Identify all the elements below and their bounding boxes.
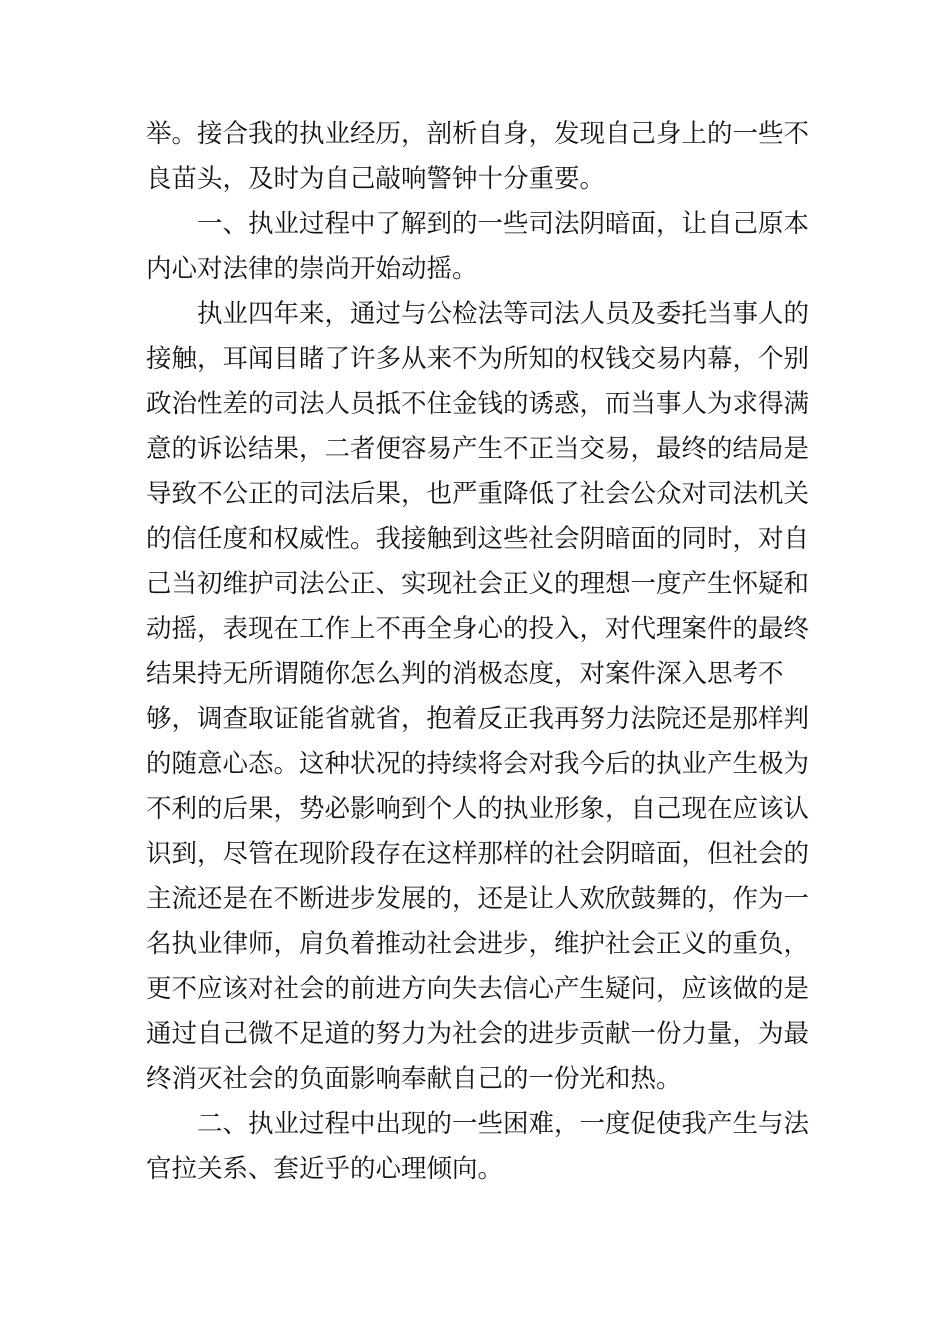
section-heading-line: 二、执业过程中出现的一些困难，一度促使我产生与法 bbox=[197, 1109, 810, 1139]
text-line: 通过自己微不足道的努力为社会的进步贡献一份力量，为最 bbox=[146, 1019, 810, 1049]
text-line: 终消灭社会的负面影响奉献自己的一份光和热。 bbox=[146, 1064, 682, 1094]
section-heading-line: 官拉关系、套近乎的心理倾向。 bbox=[146, 1154, 504, 1184]
text-line: 的信任度和权威性。我接触到这些社会阴暗面的同时，对自 bbox=[146, 524, 810, 554]
text-line: 更不应该对社会的前进方向失去信心产生疑问，应该做的是 bbox=[146, 974, 810, 1004]
text-line: 执业四年来，通过与公检法等司法人员及委托当事人的 bbox=[197, 299, 810, 329]
text-line: 够，调查取证能省就省，抱着反正我再努力法院还是那样判 bbox=[146, 704, 810, 734]
text-line: 不利的后果，势必影响到个人的执业形象，自己现在应该认 bbox=[146, 794, 810, 824]
section-heading-line: 内心对法律的崇尚开始动摇。 bbox=[146, 254, 478, 284]
text-line: 动摇，表现在工作上不再全身心的投入，对代理案件的最终 bbox=[146, 614, 810, 644]
text-line: 举。接合我的执业经历，剖析自身，发现自己身上的一些不 bbox=[146, 119, 810, 149]
text-line: 接触，耳闻目睹了许多从来不为所知的权钱交易内幕，个别 bbox=[146, 344, 810, 374]
text-line: 主流还是在不断进步发展的，还是让人欢欣鼓舞的，作为一 bbox=[146, 884, 810, 914]
text-line: 的随意心态。这种状况的持续将会对我今后的执业产生极为 bbox=[146, 749, 810, 779]
text-line: 导致不公正的司法后果，也严重降低了社会公众对司法机关 bbox=[146, 479, 810, 509]
text-line: 良苗头，及时为自己敲响警钟十分重要。 bbox=[146, 164, 606, 194]
text-line: 识到，尽管在现阶段存在这样那样的社会阴暗面，但社会的 bbox=[146, 839, 810, 869]
text-line: 结果持无所谓随你怎么判的消极态度，对案件深入思考不 bbox=[146, 659, 784, 689]
document-body bbox=[146, 112, 846, 1192]
text-line: 己当初维护司法公正、实现社会正义的理想一度产生怀疑和 bbox=[146, 569, 810, 599]
section-heading-line: 一、执业过程中了解到的一些司法阴暗面，让自己原本 bbox=[197, 209, 810, 239]
text-line: 政治性差的司法人员抵不住金钱的诱惑，而当事人为求得满 bbox=[146, 389, 810, 419]
text-line: 名执业律师，肩负着推动社会进步，维护社会正义的重负， bbox=[146, 929, 810, 959]
text-line: 意的诉讼结果，二者便容易产生不正当交易，最终的结局是 bbox=[146, 434, 810, 464]
